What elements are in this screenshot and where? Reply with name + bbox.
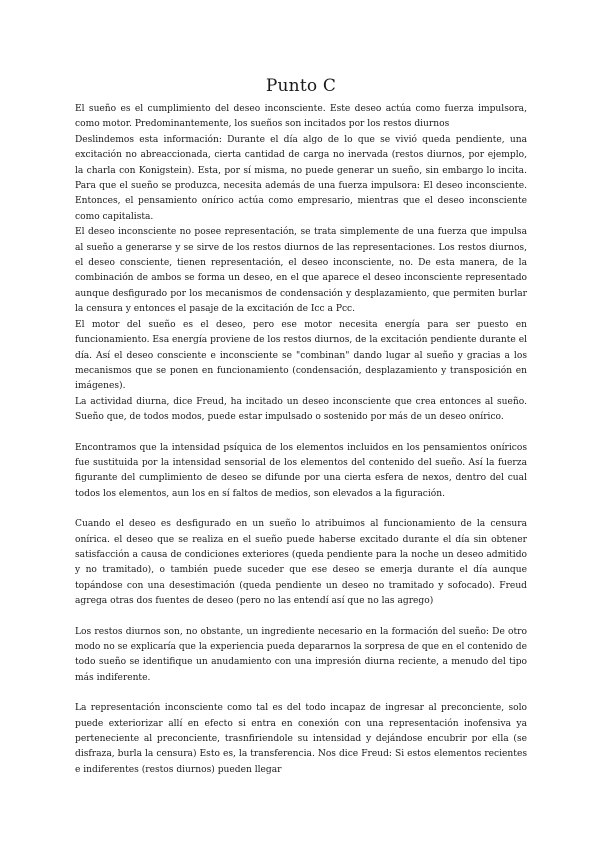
paragraph-gap	[75, 502, 527, 517]
paragraph-2: Deslindemos esta información: Durante el día algo de lo que se vivió queda pendiente, una excitación no abreaccionada, cierta cantidad de carga no inervada (restos diurnos, por ejemplo, la charla con Konigstein). Esta, por sí misma, no puede generar un sueño, sin embargo lo incita. Para que el sueño se produzca, necesita además de una fuerza impulsora: El deseo inconsciente. Entonces, el pensamiento onírico actúa como empresario, mientras que el deseo inconsciente como capitalista.	[75, 134, 527, 222]
document-page	[75, 76, 527, 778]
paragraph-gap	[75, 610, 527, 625]
page-title: Punto C	[265, 76, 337, 96]
paragraph-7: Cuando el deseo es desfigurado en un sueño lo atribuimos al funcionamiento de la censura onírica. el deseo que se realiza en el sueño puede haberse excitado durante el día sin obtener satisfacción a causa de condiciones exteriores (queda pendiente para la noche un deseo admitido y no tramitado), o también puede suceder que ese deseo se emerja durante el día aunque topándose con una desestimación (queda pendiente un deseo no tramitado y sofocado). Freud agrega otras dos fuentes de deseo (pero no las entendí así que no las agrego)	[75, 519, 527, 607]
paragraph-9: La representación inconsciente como tal es del todo incapaz de ingresar al preconciente, solo puede exteriorizar allí en efecto si entra en conexión con una representación inofensiva ya perteneciente al preconciente, trasnfiriendole su intensidad y dejándose encubrir por ella (se disfraza, burla la censura) Esto es, la transferencia. Nos dice Freud: Si estos elementos recientes e indiferentes (restos diurnos) pueden llegar	[75, 703, 527, 775]
paragraph-8: Los restos diurnos son, no obstante, un ingrediente necesario en la formación del sueño: De otro modo no se explicaría que la experiencia pueda depararnos la sorpresa de que en el contenido de todo sueño se identifique un anudamiento con una impresión diurna reciente, a menudo del tipo más indiferente.	[75, 626, 527, 683]
paragraph-6: Encontramos que la intensidad psíquica de los elementos incluidos en los pensamientos oníricos fue sustituida por la intensidad sensorial de los elementos del contenido del sueño. Así la fuerza figurante del cumplimiento de deseo se difunde por una cierta esfera de nexos, dentro del cual todos los elementos, aun los en sí faltos de medios, son elevados a la figuración.	[75, 442, 527, 499]
paragraph-gap	[75, 426, 527, 441]
paragraph-3: El deseo inconsciente no posee representación, se trata simplemente de una fuerza que impulsa al sueño a generarse y se sirve de los restos diurnos de las representaciones. Los restos diurnos, el deseo consciente, tienen representación, el deseo inconsciente, no. De esta manera, de la combinación de ambos se forma un deseo, en el que aparece el deseo inconsciente representado aunque desfigurado por los mecanismos de condensación y desplazamiento, que permiten burlar la censura y entonces el pasaje de la excitación de Icc a Pcc.	[75, 227, 527, 315]
paragraph-1: El sueño es el cumplimiento del deseo inconsciente. Este deseo actúa como fuerza impulsora, como motor. Predominantemente, los sueños son incitados por los restos diurnos	[75, 104, 527, 130]
paragraph-4: El motor del sueño es el deseo, pero ese motor necesita energía para ser puesto en funcionamiento. Esa energía proviene de los restos diurnos, de la excitación pendiente durante el día. Así el deseo consciente e inconsciente se "combinan" dando lugar al sueño y gracias a los mecanismos que se ponen en funcionamiento (condensación, desplazamiento y transposición en imágenes).	[75, 319, 527, 392]
paragraph-gap	[75, 686, 527, 701]
paragraph-5: La actividad diurna, dice Freud, ha incitado un deseo inconsciente que crea entonces al sueño. Sueño que, de todos modos, puede estar impulsado o sostenido por más de un deseo onírico.	[75, 396, 527, 423]
